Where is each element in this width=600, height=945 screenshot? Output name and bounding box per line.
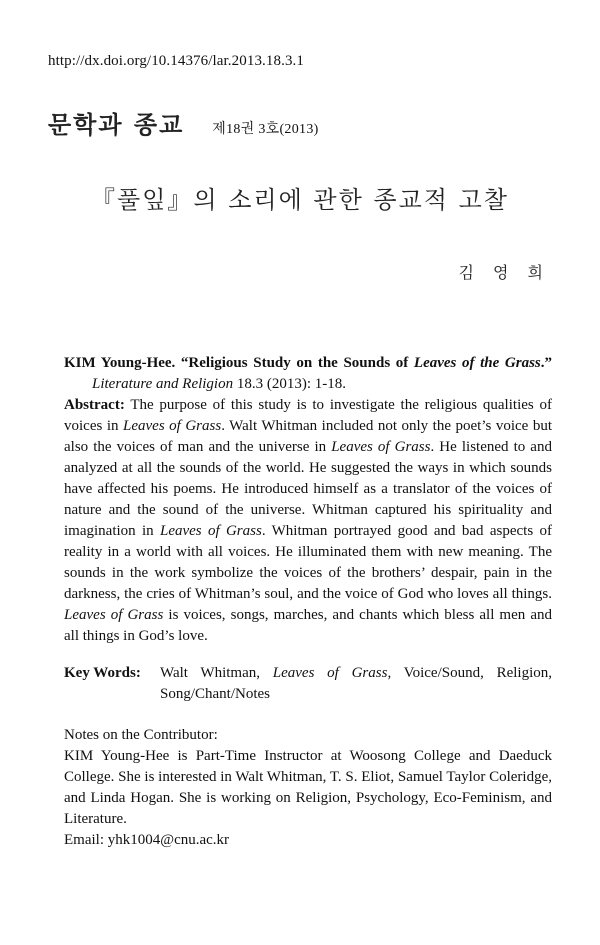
email-label: Email: [64,832,104,848]
key-words-label: Key Words: [64,665,141,681]
abstract-italic-title: Leaves of Grass [123,418,222,434]
citation-volume: 18.3 (2013): 1-18. [233,376,347,392]
abstract-italic-title: Leaves of Grass [159,523,262,539]
key-words-line-2: Song/Chant/Notes [160,686,271,702]
journal-name: 문학과 종교 [48,111,185,139]
author-name: 김 영 희 [458,263,550,282]
article-title: 『풀잎』의 소리에 관한 종교적 고찰 [91,186,509,214]
key-words-list [160,663,552,705]
doi-link[interactable]: http://dx.doi.org/10.14376/lar.2013.18.3.1 [48,53,305,69]
abstract-text: is voices, songs, marches, and chants which bless all men and all things in God’s love. [64,607,552,644]
email-row [64,830,552,851]
citation [64,353,552,395]
citation-journal: Literature and Religion [92,376,234,392]
abstract-label: Abstract: [64,397,125,413]
contributor-notes [64,725,552,851]
citation-work-title: Leaves of the Grass [413,355,541,371]
abstract [64,395,552,647]
email-address[interactable]: yhk1004@cnu.ac.kr [107,832,230,848]
citation-prefix: KIM Young-Hee. “Religious Study on the Sounds of [64,355,414,371]
abstract-text: . Walt Whitman included not only the poet’s voice but also the voices of man and the universe in [64,418,552,455]
key-words-line-1 [160,663,552,684]
citation-suffix: .” [540,355,553,371]
journal-header [48,105,319,140]
abstract-text: The purpose of this study is to investigate the religious qualities of voices in [64,397,552,434]
keyword-italic: Leaves of Grass [272,665,388,681]
abstract-text: . He listened to and analyzed at all the sounds of the world. He suggested the ways in which sounds have affected his poems. He introduced himself as a translator of the voices of nature and the sound of the universe. Whitman captured his spirituality and imagination in [64,439,552,539]
keyword: , Voice/Sound, Religion, [387,665,552,681]
citation-line-1 [64,353,552,374]
keyword: Walt Whitman, [160,665,273,681]
citation-line-2 [64,374,552,395]
abstract-italic-title: Leaves of Grass [64,607,164,623]
key-words [64,663,552,705]
journal-issue: 제18권 3호(2013) [212,122,319,137]
abstract-text: . Whitman portrayed good and bad aspects of reality in a world with all voices. He illuminated them with new meaning. The sounds in the work symbolize the voices of the brothers’ despair, pain in the darkness, the cries of Whitman’s soul, and the voice of God who loves all things. [64,523,552,602]
notes-label: Notes on the Contributor: [64,727,218,743]
notes-text: KIM Young-Hee is Part-Time Instructor at Woosong College and Daeduck College. She is interested in Walt Whitman, T. S. Eliot, Samuel Taylor Coleridge, and Linda Hogan. She is working on Religion, Psychology, Eco-Feminism, and Literature. [64,748,552,827]
abstract-italic-title: Leaves of Grass [331,439,431,455]
